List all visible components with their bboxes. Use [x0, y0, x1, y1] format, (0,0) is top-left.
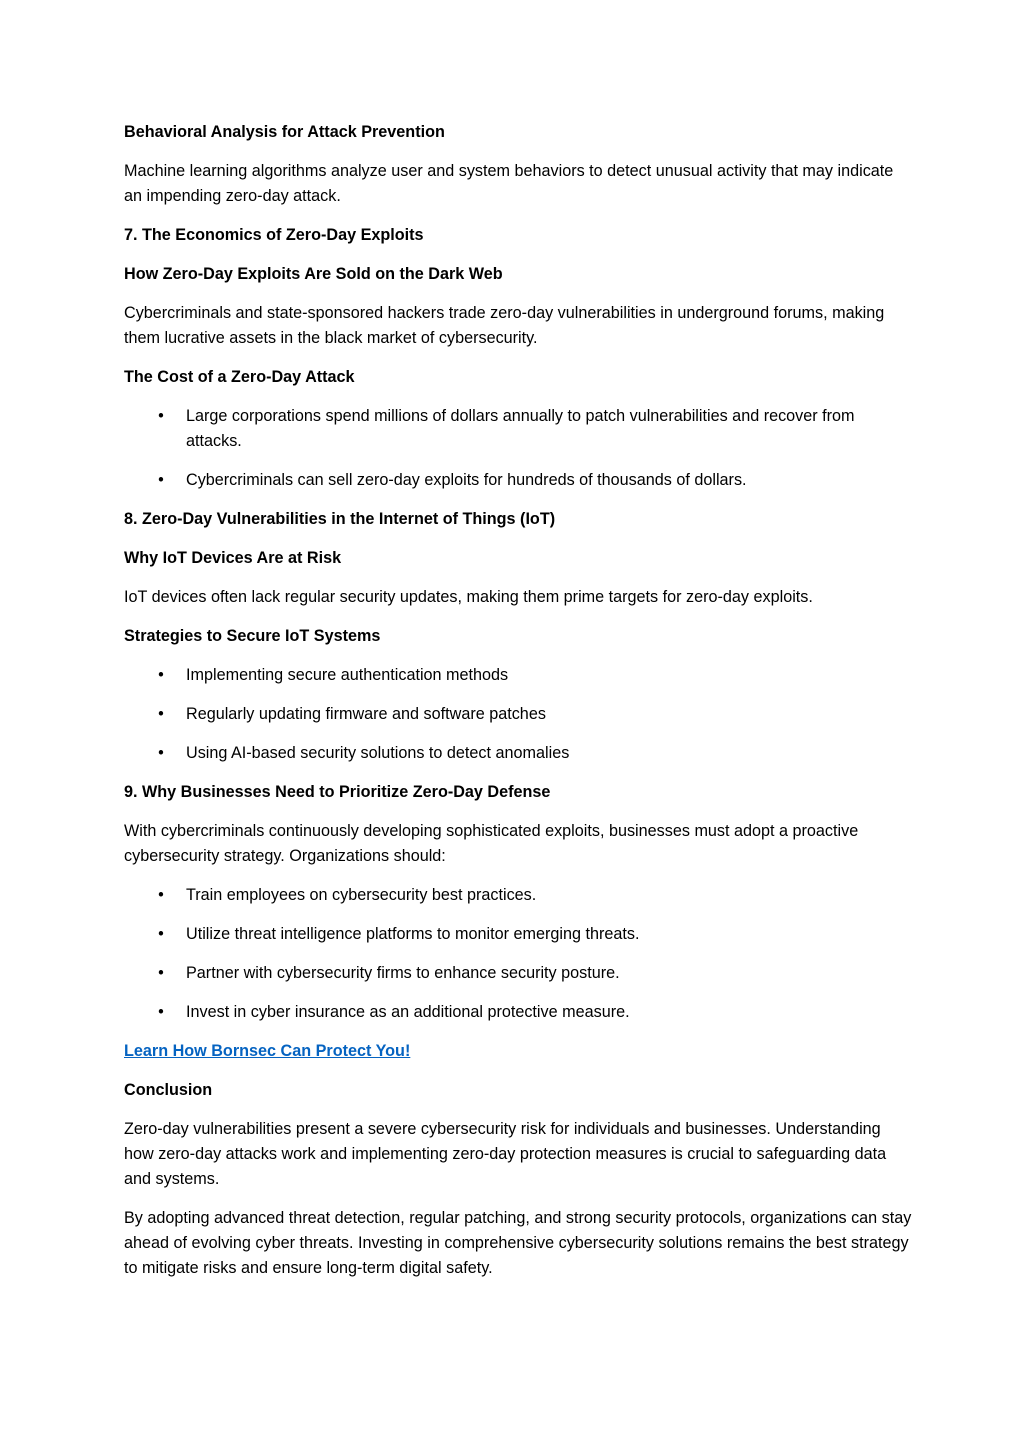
bullet-icon: •	[158, 407, 164, 425]
list-item-text: Large corporations spend millions of dollars annually to patch vulnerabilities and recover from attacks.	[186, 407, 855, 450]
section-9-bullet-list	[124, 883, 914, 1025]
conclusion-heading: Conclusion	[124, 1081, 213, 1099]
list-item	[124, 883, 914, 908]
section-9-paragraph: With cybercriminals continuously developing sophisticated exploits, businesses must adopt a proactive cybersecurity strategy. Organizations should:	[124, 822, 859, 865]
iot-strategies-list	[124, 663, 914, 766]
list-item	[124, 468, 914, 493]
bullet-icon: •	[158, 471, 164, 489]
list-item-text: Regularly updating firmware and software patches	[186, 705, 546, 723]
bullet-icon: •	[158, 925, 164, 943]
list-item	[124, 961, 914, 986]
cta-link-container	[124, 1039, 914, 1064]
iot-risk-heading: Why IoT Devices Are at Risk	[124, 549, 342, 567]
list-item	[124, 702, 914, 727]
bullet-icon: •	[158, 705, 164, 723]
section-7-heading: 7. The Economics of Zero-Day Exploits	[124, 226, 424, 244]
learn-more-link[interactable]: Learn How Bornsec Can Protect You!	[124, 1042, 411, 1060]
list-item-text: Train employees on cybersecurity best practices.	[186, 886, 537, 904]
bullet-icon: •	[158, 744, 164, 762]
list-item	[124, 741, 914, 766]
cost-bullet-list	[124, 404, 914, 493]
dark-web-paragraph: Cybercriminals and state-sponsored hackers trade zero-day vulnerabilities in underground forums, making them lucrative assets in the black market of cybersecurity.	[124, 304, 885, 347]
list-item-text: Implementing secure authentication methods	[186, 666, 509, 684]
behavioral-analysis-heading: Behavioral Analysis for Attack Prevention	[124, 123, 445, 141]
iot-strategies-heading: Strategies to Secure IoT Systems	[124, 627, 381, 645]
list-item	[124, 1000, 914, 1025]
list-item	[124, 404, 914, 454]
behavioral-analysis-paragraph: Machine learning algorithms analyze user and system behaviors to detect unusual activity that may indicate an impending zero-day attack.	[124, 162, 894, 205]
list-item-text: Utilize threat intelligence platforms to monitor emerging threats.	[186, 925, 640, 943]
section-9-heading: 9. Why Businesses Need to Prioritize Zero-Day Defense	[124, 783, 551, 801]
conclusion-paragraph-1: Zero-day vulnerabilities present a severe cybersecurity risk for individuals and businesses. Understanding how zero-day attacks work and implementing zero-day protection measures is crucial to safeguarding data and systems.	[124, 1120, 887, 1188]
document-page	[124, 120, 914, 1295]
list-item-text: Partner with cybersecurity firms to enhance security posture.	[186, 964, 620, 982]
dark-web-heading: How Zero-Day Exploits Are Sold on the Dark Web	[124, 265, 503, 283]
bullet-icon: •	[158, 666, 164, 684]
conclusion-paragraph-2: By adopting advanced threat detection, regular patching, and strong security protocols, organizations can stay ahead of evolving cyber threats. Investing in comprehensive cybersecurity solutions remains the best strategy to mitigate risks and ensure long-term digital safety.	[124, 1209, 912, 1277]
section-8-heading: 8. Zero-Day Vulnerabilities in the Internet of Things (IoT)	[124, 510, 556, 528]
bullet-icon: •	[158, 964, 164, 982]
cost-heading: The Cost of a Zero-Day Attack	[124, 368, 355, 386]
list-item	[124, 663, 914, 688]
iot-risk-paragraph: IoT devices often lack regular security updates, making them prime targets for zero-day exploits.	[124, 588, 813, 606]
list-item-text: Cybercriminals can sell zero-day exploits for hundreds of thousands of dollars.	[186, 471, 747, 489]
list-item-text: Using AI-based security solutions to detect anomalies	[186, 744, 570, 762]
list-item	[124, 922, 914, 947]
bullet-icon: •	[158, 1003, 164, 1021]
list-item-text: Invest in cyber insurance as an additional protective measure.	[186, 1003, 630, 1021]
bullet-icon: •	[158, 886, 164, 904]
